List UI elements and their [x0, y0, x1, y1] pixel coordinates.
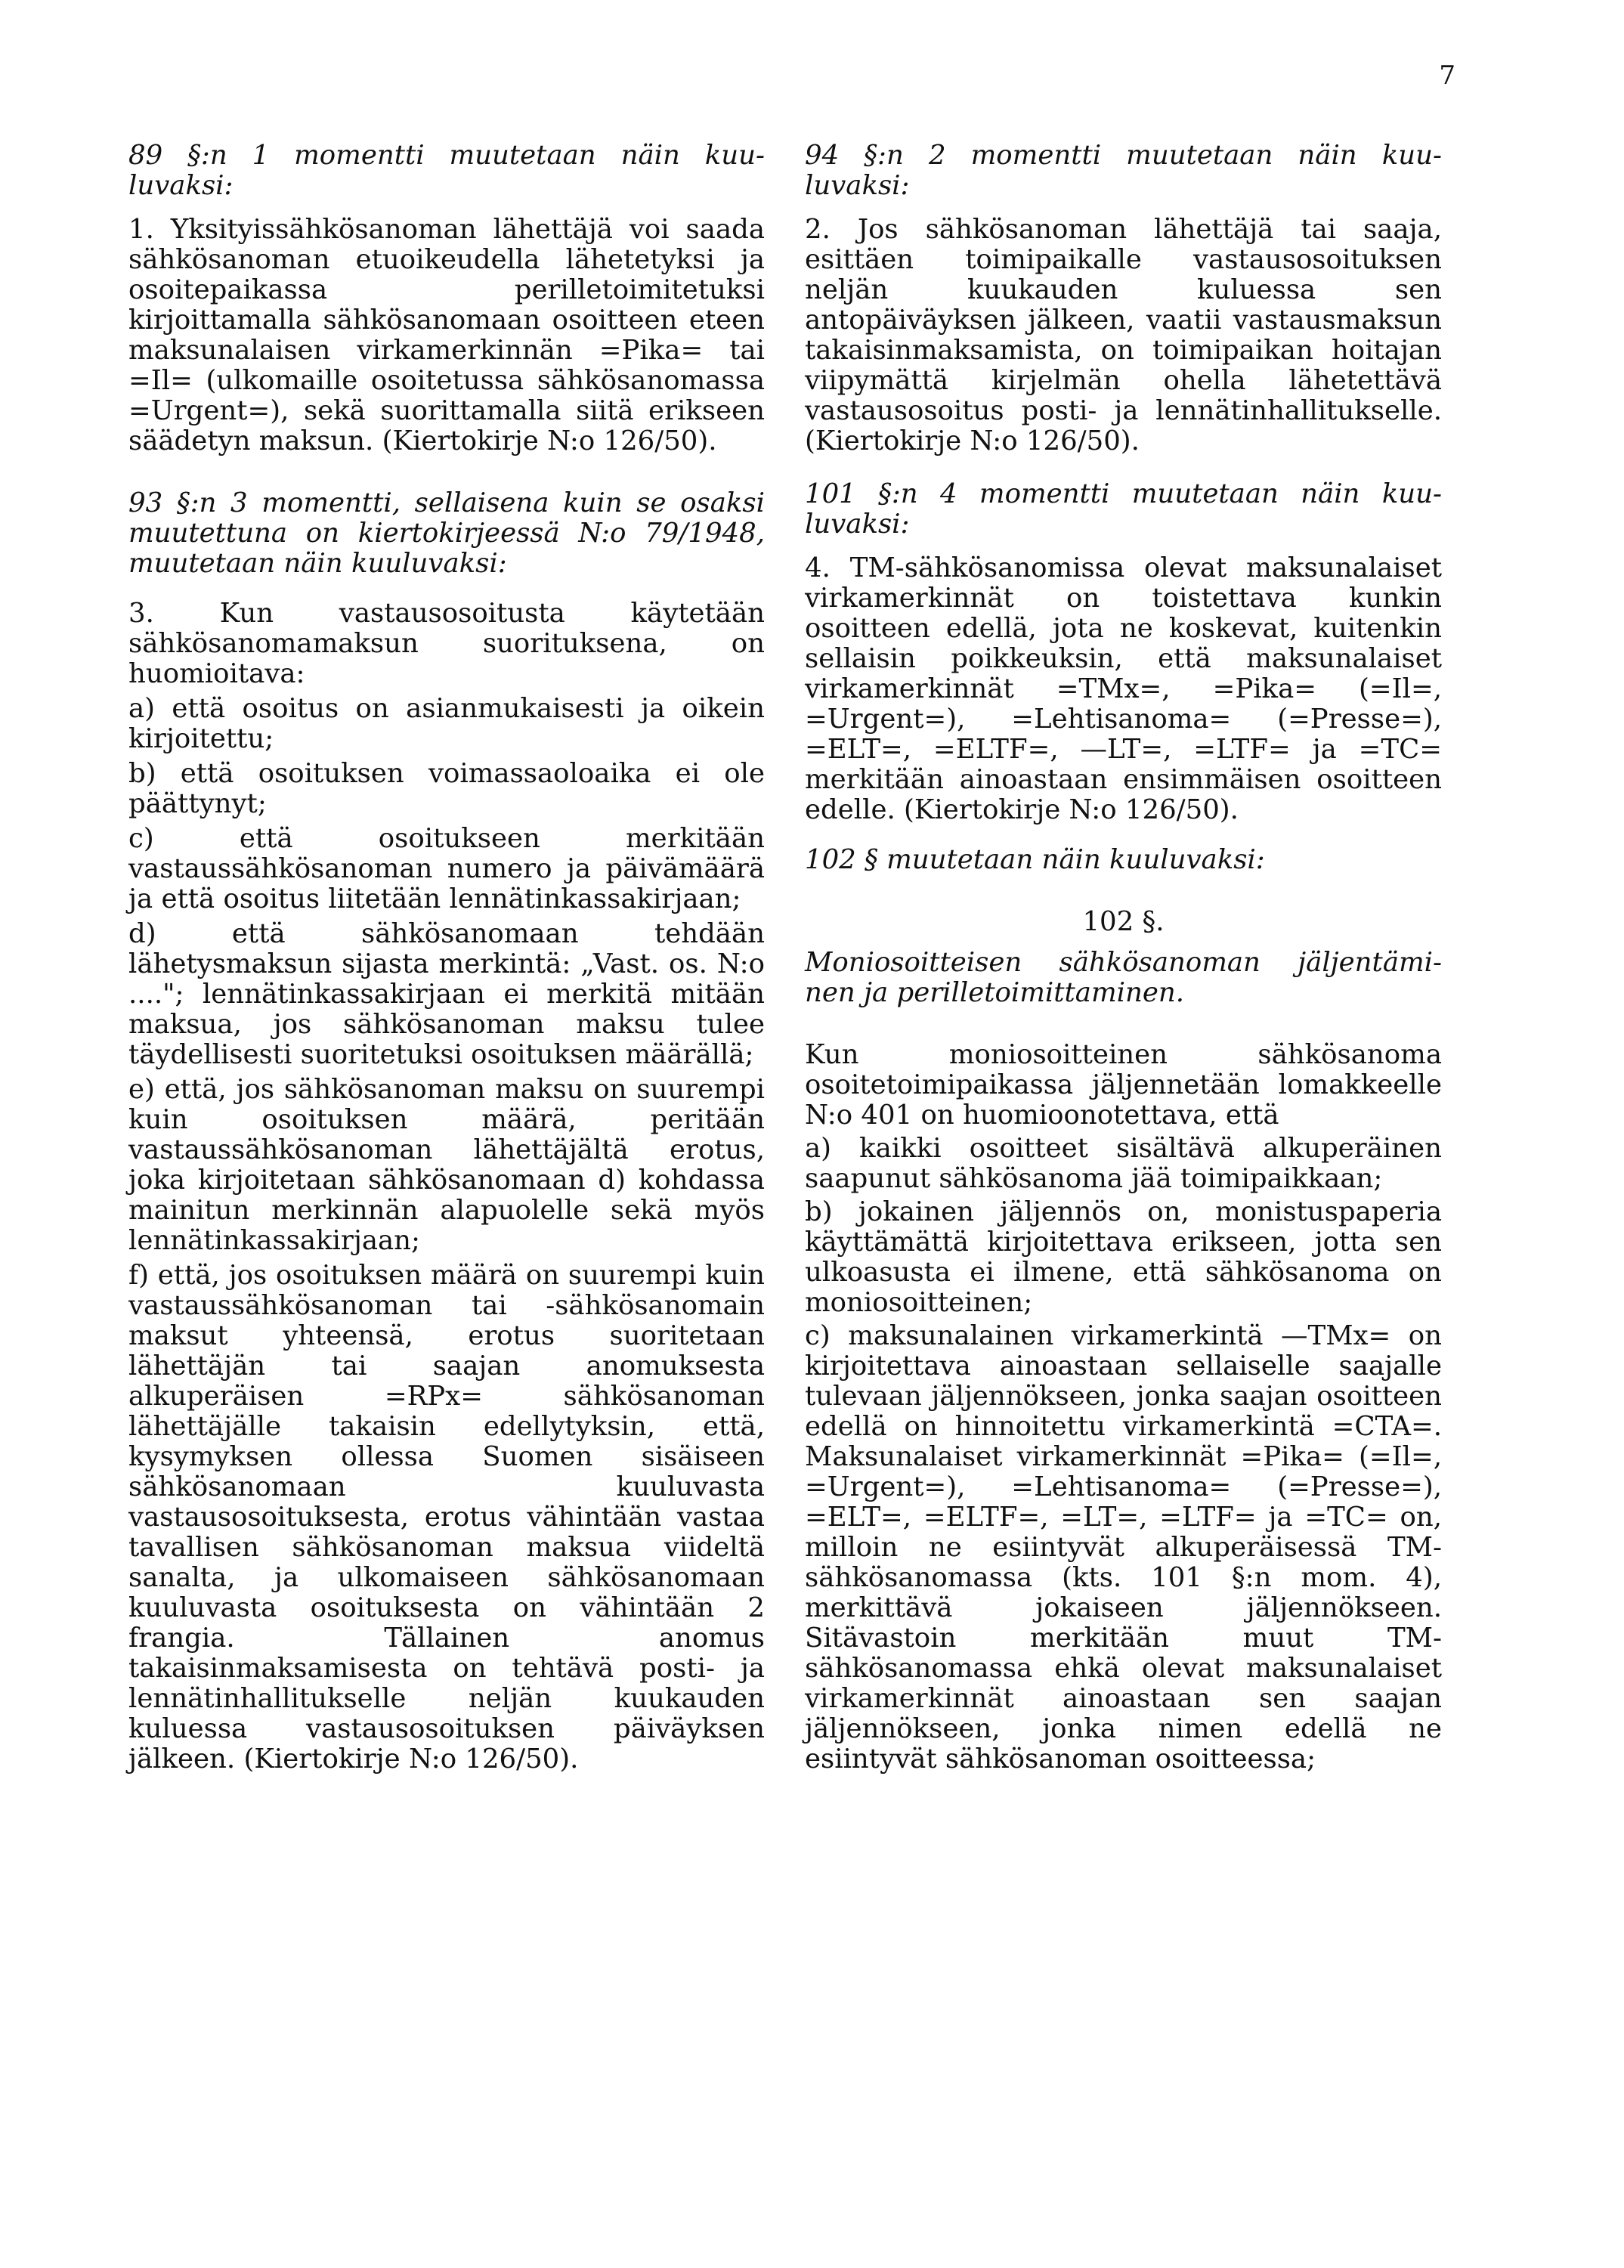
paragraph: c) että osoitukseen merkitään vastaussähkösanoman numero ja päivämäärä ja että osoitus liitetään lennätinkassakirjaan;	[128, 823, 765, 914]
left-column	[128, 141, 765, 1774]
paragraph: Kun moniosoitteinen sähkösanoma osoitetoimipaikassa jäljennetään lomakkeelle N:o 401 on huomioonotettava, että	[805, 1039, 1442, 1131]
page-number: 7	[1439, 60, 1455, 91]
section-heading: 89 §:n 1 momentti muutetaan näin kuu- luvaksi:	[128, 140, 765, 201]
paragraph: c) maksunalainen virkamerkintä —TMx= on kirjoitettava ainoastaan sellaiselle saajalle tulevaan jäljennökseen, jonka saajan osoitteen edellä on hinnoitettu virkamerkintä =CTA=. Maksunalaiset virkamerkinnät =Pika= (=Il=, =Urgent=), =Lehtisanoma= (=Presse=), =ELT=, =ELTF=, =LT=, =LTF= ja =TC= on, milloin ne esiintyvät alkuperäisessä TM-sähkösanomassa (kts. 101 §:n mom. 4), merkittävä jokaiseen jäljennökseen. Sitävastoin merkitään muut TM-sähkösanomassa ehkä olevat maksunalaiset virkamerkinnät ainoastaan sen saajan jäljennökseen, jonka nimen edellä ne esiintyvät sähkösanoman osoitteessa;	[805, 1320, 1442, 1774]
paragraph: b) jokainen jäljennös on, monistuspaperia käyttämättä kirjoitettava erikseen, jotta sen ulkoasusta ei ilmene, että sähkösanoma on moniosoitteinen;	[805, 1196, 1442, 1318]
section-heading: 102 § muutetaan näin kuuluvaksi:	[805, 844, 1265, 875]
paragraph: a) että osoitus on asianmukaisesti ja oikein kirjoitettu;	[128, 693, 765, 754]
paragraph: 2. Jos sähkösanoman lähettäjä tai saaja, esittäen toimipaikalle vastausosoituksen neljän kuukauden kuluessa sen antopäiväyksen jälkeen, vaatii vastausmaksun takaisinmaksamista, on toimipaikan hoitajan viipymättä kirjelmän ohella lähetettävä vastausosoitus posti- ja lennätinhallitukselle. (Kiertokirje N:o 126/50).	[805, 214, 1442, 456]
section-heading: 94 §:n 2 momentti muutetaan näin kuu- luvaksi:	[805, 140, 1442, 201]
paragraph: 102 §.	[1082, 906, 1165, 937]
paragraph: b) että osoituksen voimassaoloaika ei ole päättynyt;	[128, 758, 765, 819]
section-heading: 101 §:n 4 momentti muutetaan näin kuu- luvaksi:	[805, 478, 1442, 540]
paragraph: f) että, jos osoituksen määrä on suurempi kuin vastaussähkösanoman tai -sähkösanomain maksut yhteensä, erotus suoritetaan lähettäjän tai saajan anomuksesta alkuperäisen =RPx= sähkösanoman lähettäjälle takaisin edellytyksin, että, kysymyksen ollessa Suomen sisäiseen sähkösanomaan kuuluvasta vastausosoituksesta, erotus vähintään vastaa tavallisen sähkösanoman maksua viideltä sanalta, ja ulkomaiseen sähkösanomaan kuuluvasta osoituksesta on vähintään 2 frangia. Tällainen anomus takaisinmaksamisesta on tehtävä posti- ja lennätinhallitukselle neljän kuukauden kuluessa vastausosoituksen päiväyksen jälkeen. (Kiertokirje N:o 126/50).	[128, 1260, 765, 1774]
right-column	[805, 141, 1442, 1774]
section-heading: Moniosoitteisen sähkösanoman jäljentämi- nen ja perilletoimittaminen.	[805, 947, 1442, 1008]
paragraph: d) että sähkösanomaan tehdään lähetysmaksun sijasta merkintä: „Vast. os. N:o ...."; lennätinkassakirjaan ei merkitä mitään maksua, jos sähkösanoman maksu tulee täydellisesti suoritetuksi osoituksen määrällä;	[128, 918, 765, 1070]
paragraph: e) että, jos sähkösanoman maksu on suurempi kuin osoituksen määrä, peritään vastaussähkösanoman lähettäjältä erotus, joka kirjoitetaan sähkösanomaan d) kohdassa mainitun merkinnän alapuolelle sekä myös lennätinkassakirjaan;	[128, 1074, 765, 1256]
paragraph: 4. TM-sähkösanomissa olevat maksunalaiset virkamerkinnät on toistettava kunkin osoitteen edellä, jota ne koskevat, kuitenkin sellaisin poikkeuksin, että maksunalaiset virkamerkinnät =TMx=, =Pika= (=Il=, =Urgent=), =Lehtisanoma= (=Presse=), =ELT=, =ELTF=, —LT=, =LTF= ja =TC= merkitään ainoastaan ensimmäisen osoitteen edelle. (Kiertokirje N:o 126/50).	[805, 552, 1442, 825]
section-heading: 93 §:n 3 momentti, sellaisena kuin se osaksi muutettuna on kiertokirjeessä N:o 79/1948, muutetaan näin kuuluvaksi:	[128, 487, 765, 579]
paragraph: a) kaikki osoitteet sisältävä alkuperäinen saapunut sähkösanoma jää toimipaikkaan;	[805, 1133, 1442, 1194]
paragraph: 3. Kun vastausosoitusta käytetään sähkösanomamaksun suorituksena, on huomioitava:	[128, 598, 765, 689]
paragraph: 1. Yksityissähkösanoman lähettäjä voi saada sähkösanoman etuoikeudella lähetetyksi ja osoitepaikassa perilletoimitetuksi kirjoittamalla sähkösanomaan osoitteen eteen maksunalaisen virkamerkinnän =Pika= tai =Il= (ulkomaille osoitetussa sähkösanomassa =Urgent=), sekä suorittamalla siitä erikseen säädetyn maksun. (Kiertokirje N:o 126/50).	[128, 214, 765, 456]
